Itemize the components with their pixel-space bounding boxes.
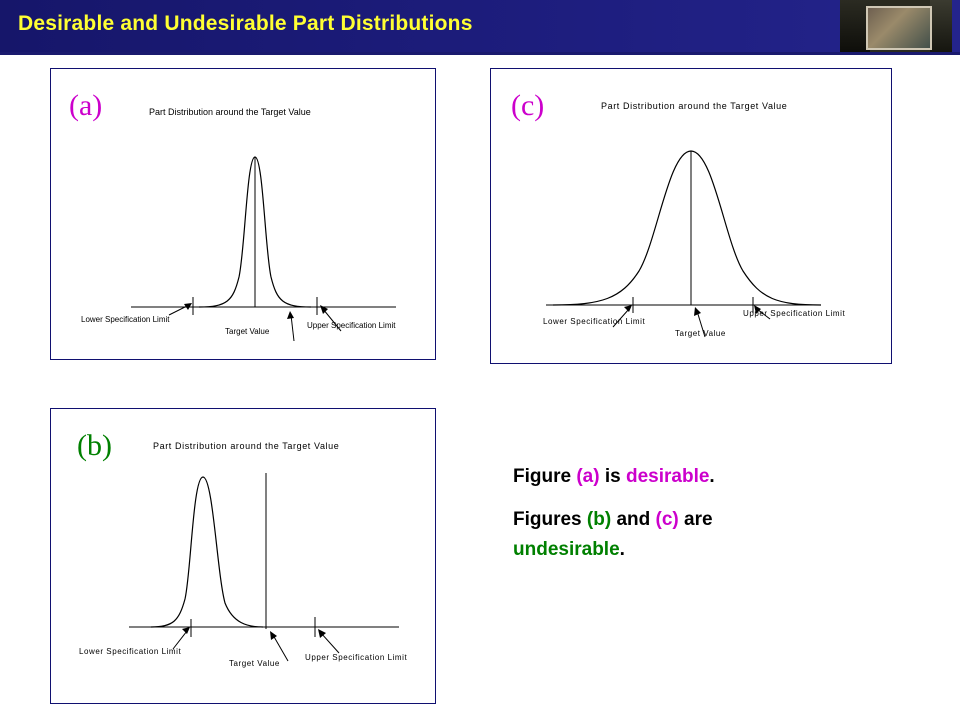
caption-line1-mid: is (599, 466, 626, 487)
panel-a (50, 68, 436, 360)
caption-line1-prefix: Figure (513, 466, 577, 487)
photo-thumbnail-icon (840, 0, 952, 52)
caption-ref-c: (c) (655, 509, 679, 531)
caption-line-1 (513, 462, 913, 491)
caption-ref-b: (b) (586, 509, 612, 531)
title-bar (0, 0, 960, 52)
panel-c-letter: (c) (511, 89, 545, 122)
caption-ref-a: (a) (576, 466, 600, 487)
panel-c-lower-limit-label: Lower Specification Limit (543, 317, 646, 326)
panel-b-target-label: Target Value (229, 659, 280, 668)
panel-b-letter: (b) (77, 429, 112, 462)
panel-a-lower-limit-label: Lower Specification Limit (81, 315, 170, 324)
caption-line2-end: . (619, 538, 625, 560)
panel-b-lower-limit-label: Lower Specification Limit (79, 647, 182, 656)
panel-c-target-label: Target Value (675, 329, 726, 338)
panel-b (50, 408, 436, 704)
caption-block (513, 462, 913, 578)
header-divider (0, 52, 960, 55)
caption-verdict-undesirable: undesirable (513, 538, 620, 560)
panel-a-chart-title: Part Distribution around the Target Value (149, 107, 311, 117)
panel-b-upper-limit-label: Upper Specification Limit (305, 653, 408, 662)
page-title: Desirable and Undesirable Part Distributions (18, 12, 473, 35)
panel-a-upper-limit-label: Upper Specification Limit (307, 321, 396, 330)
panel-c-chart-title: Part Distribution around the Target Value (601, 101, 788, 111)
panel-a-target-label: Target Value (225, 327, 270, 336)
panel-a-letter: (a) (69, 89, 103, 122)
caption-line2-suffix: are (678, 509, 713, 531)
panel-c-upper-limit-label: Upper Specification Limit (743, 309, 846, 318)
panel-b-chart-title: Part Distribution around the Target Value (153, 441, 340, 451)
panel-c (490, 68, 892, 364)
caption-line-2 (513, 505, 913, 564)
caption-line1-end: . (709, 466, 715, 487)
caption-line2-prefix: Figures (513, 509, 587, 531)
caption-verdict-desirable: desirable (625, 466, 710, 487)
caption-line2-mid: and (611, 509, 656, 531)
